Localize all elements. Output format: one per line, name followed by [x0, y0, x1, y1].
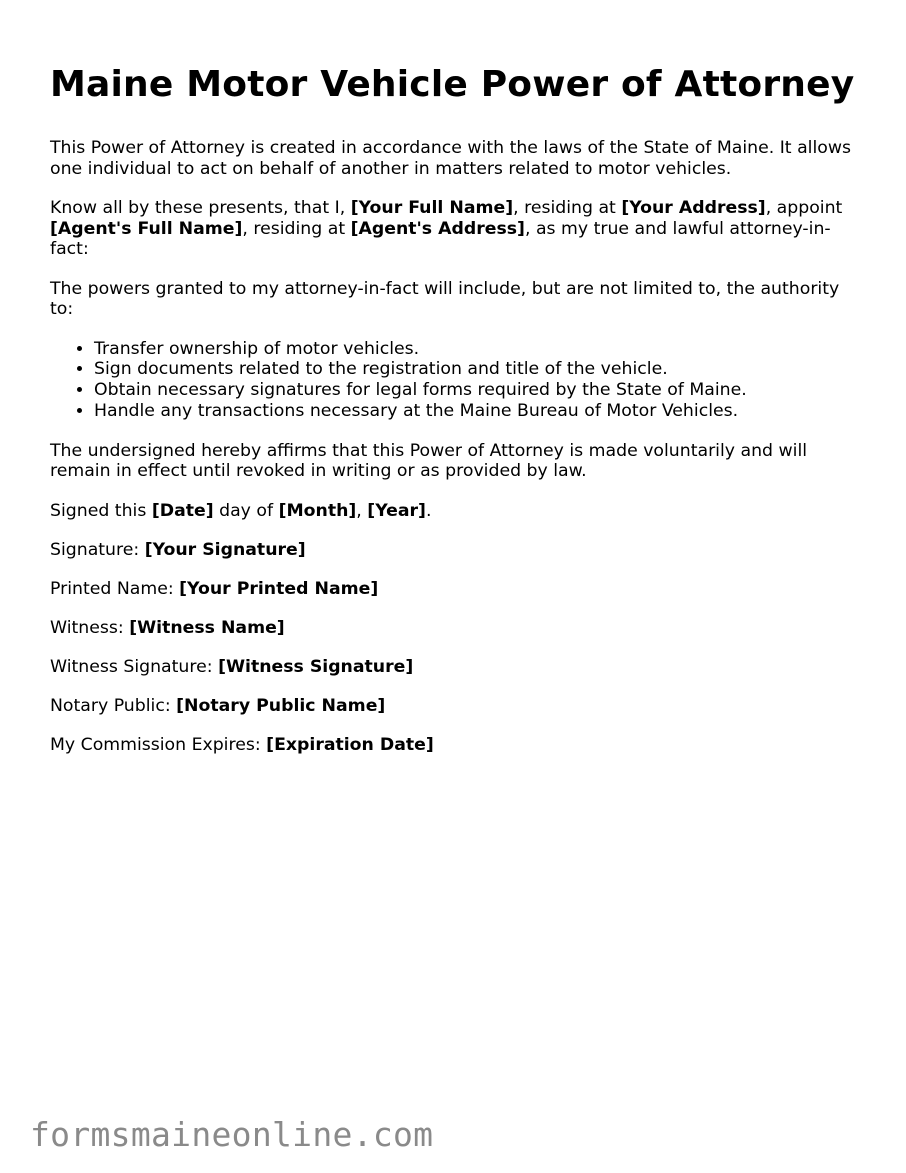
field-value: [Your Signature] [144, 540, 306, 561]
list-item: • Transfer ownership of motor vehicles. [94, 339, 866, 360]
field-value: [Expiration Date] [266, 735, 434, 756]
field-label: My Commission Expires: [50, 735, 267, 756]
agent-address-placeholder: [Agent's Address] [350, 218, 525, 239]
field-label: Signature: [50, 540, 145, 561]
agent-name-placeholder: [Agent's Full Name] [50, 218, 243, 239]
appointment-text-3: , appoint [765, 198, 843, 218]
witness-signature-field [50, 657, 866, 678]
site-watermark: formsmaineonline.com [30, 1115, 434, 1154]
field-value: [Witness Signature] [218, 657, 414, 678]
field-label: Printed Name: [50, 579, 180, 600]
commission-expires-field [50, 735, 866, 756]
powers-list [50, 339, 866, 422]
signed-text-3: , [356, 500, 368, 521]
notary-public-field [50, 696, 866, 717]
field-value: [Your Printed Name] [179, 579, 379, 600]
appointment-text-4: , residing at [242, 218, 351, 239]
field-value: [Witness Name] [129, 618, 285, 639]
list-item: • Obtain necessary signatures for legal forms required by the State of Maine. [94, 380, 866, 401]
date-placeholder: [Date] [151, 500, 214, 521]
powers-intro-paragraph: The powers granted to my attorney-in-fact will include, but are not limited to, the authority to: [50, 278, 840, 319]
witness-field [50, 618, 866, 639]
signed-date-line [50, 501, 866, 522]
list-item: • Sign documents related to the registration and title of the vehicle. [94, 359, 866, 380]
field-label: Witness Signature: [50, 657, 219, 678]
appointment-text-5: , as my true and lawful attorney-in-fact: [50, 218, 831, 259]
document-title: Maine Motor Vehicle Power of Attorney [50, 64, 855, 105]
appointment-paragraph [50, 198, 866, 260]
field-value: [Notary Public Name] [176, 696, 386, 717]
signed-text-1: Signed this [50, 500, 152, 521]
signed-text-2: day of [213, 500, 279, 521]
field-label: Witness: [50, 618, 130, 639]
year-placeholder: [Year] [367, 500, 426, 521]
intro-paragraph: This Power of Attorney is created in accordance with the laws of the State of Maine. It allows one individual to act on behalf of another in matters related to motor vehicles. [50, 138, 851, 179]
principal-address-placeholder: [Your Address] [621, 198, 766, 218]
list-item: • Handle any transactions necessary at the Maine Bureau of Motor Vehicles. [94, 401, 866, 422]
field-label: Notary Public: [50, 696, 177, 717]
signed-text-4: . [425, 500, 432, 521]
affirmation-paragraph: The undersigned hereby affirms that this Power of Attorney is made voluntarily and will remain in effect until revoked in writing or as provided by law. [50, 440, 808, 482]
appointment-text-1: Know all by these presents, that I, [50, 198, 351, 218]
signature-field [50, 540, 866, 561]
month-placeholder: [Month] [278, 500, 357, 521]
principal-name-placeholder: [Your Full Name] [350, 198, 514, 218]
printed-name-field [50, 579, 866, 600]
appointment-text-2: , residing at [513, 198, 622, 218]
document-page [50, 62, 866, 774]
